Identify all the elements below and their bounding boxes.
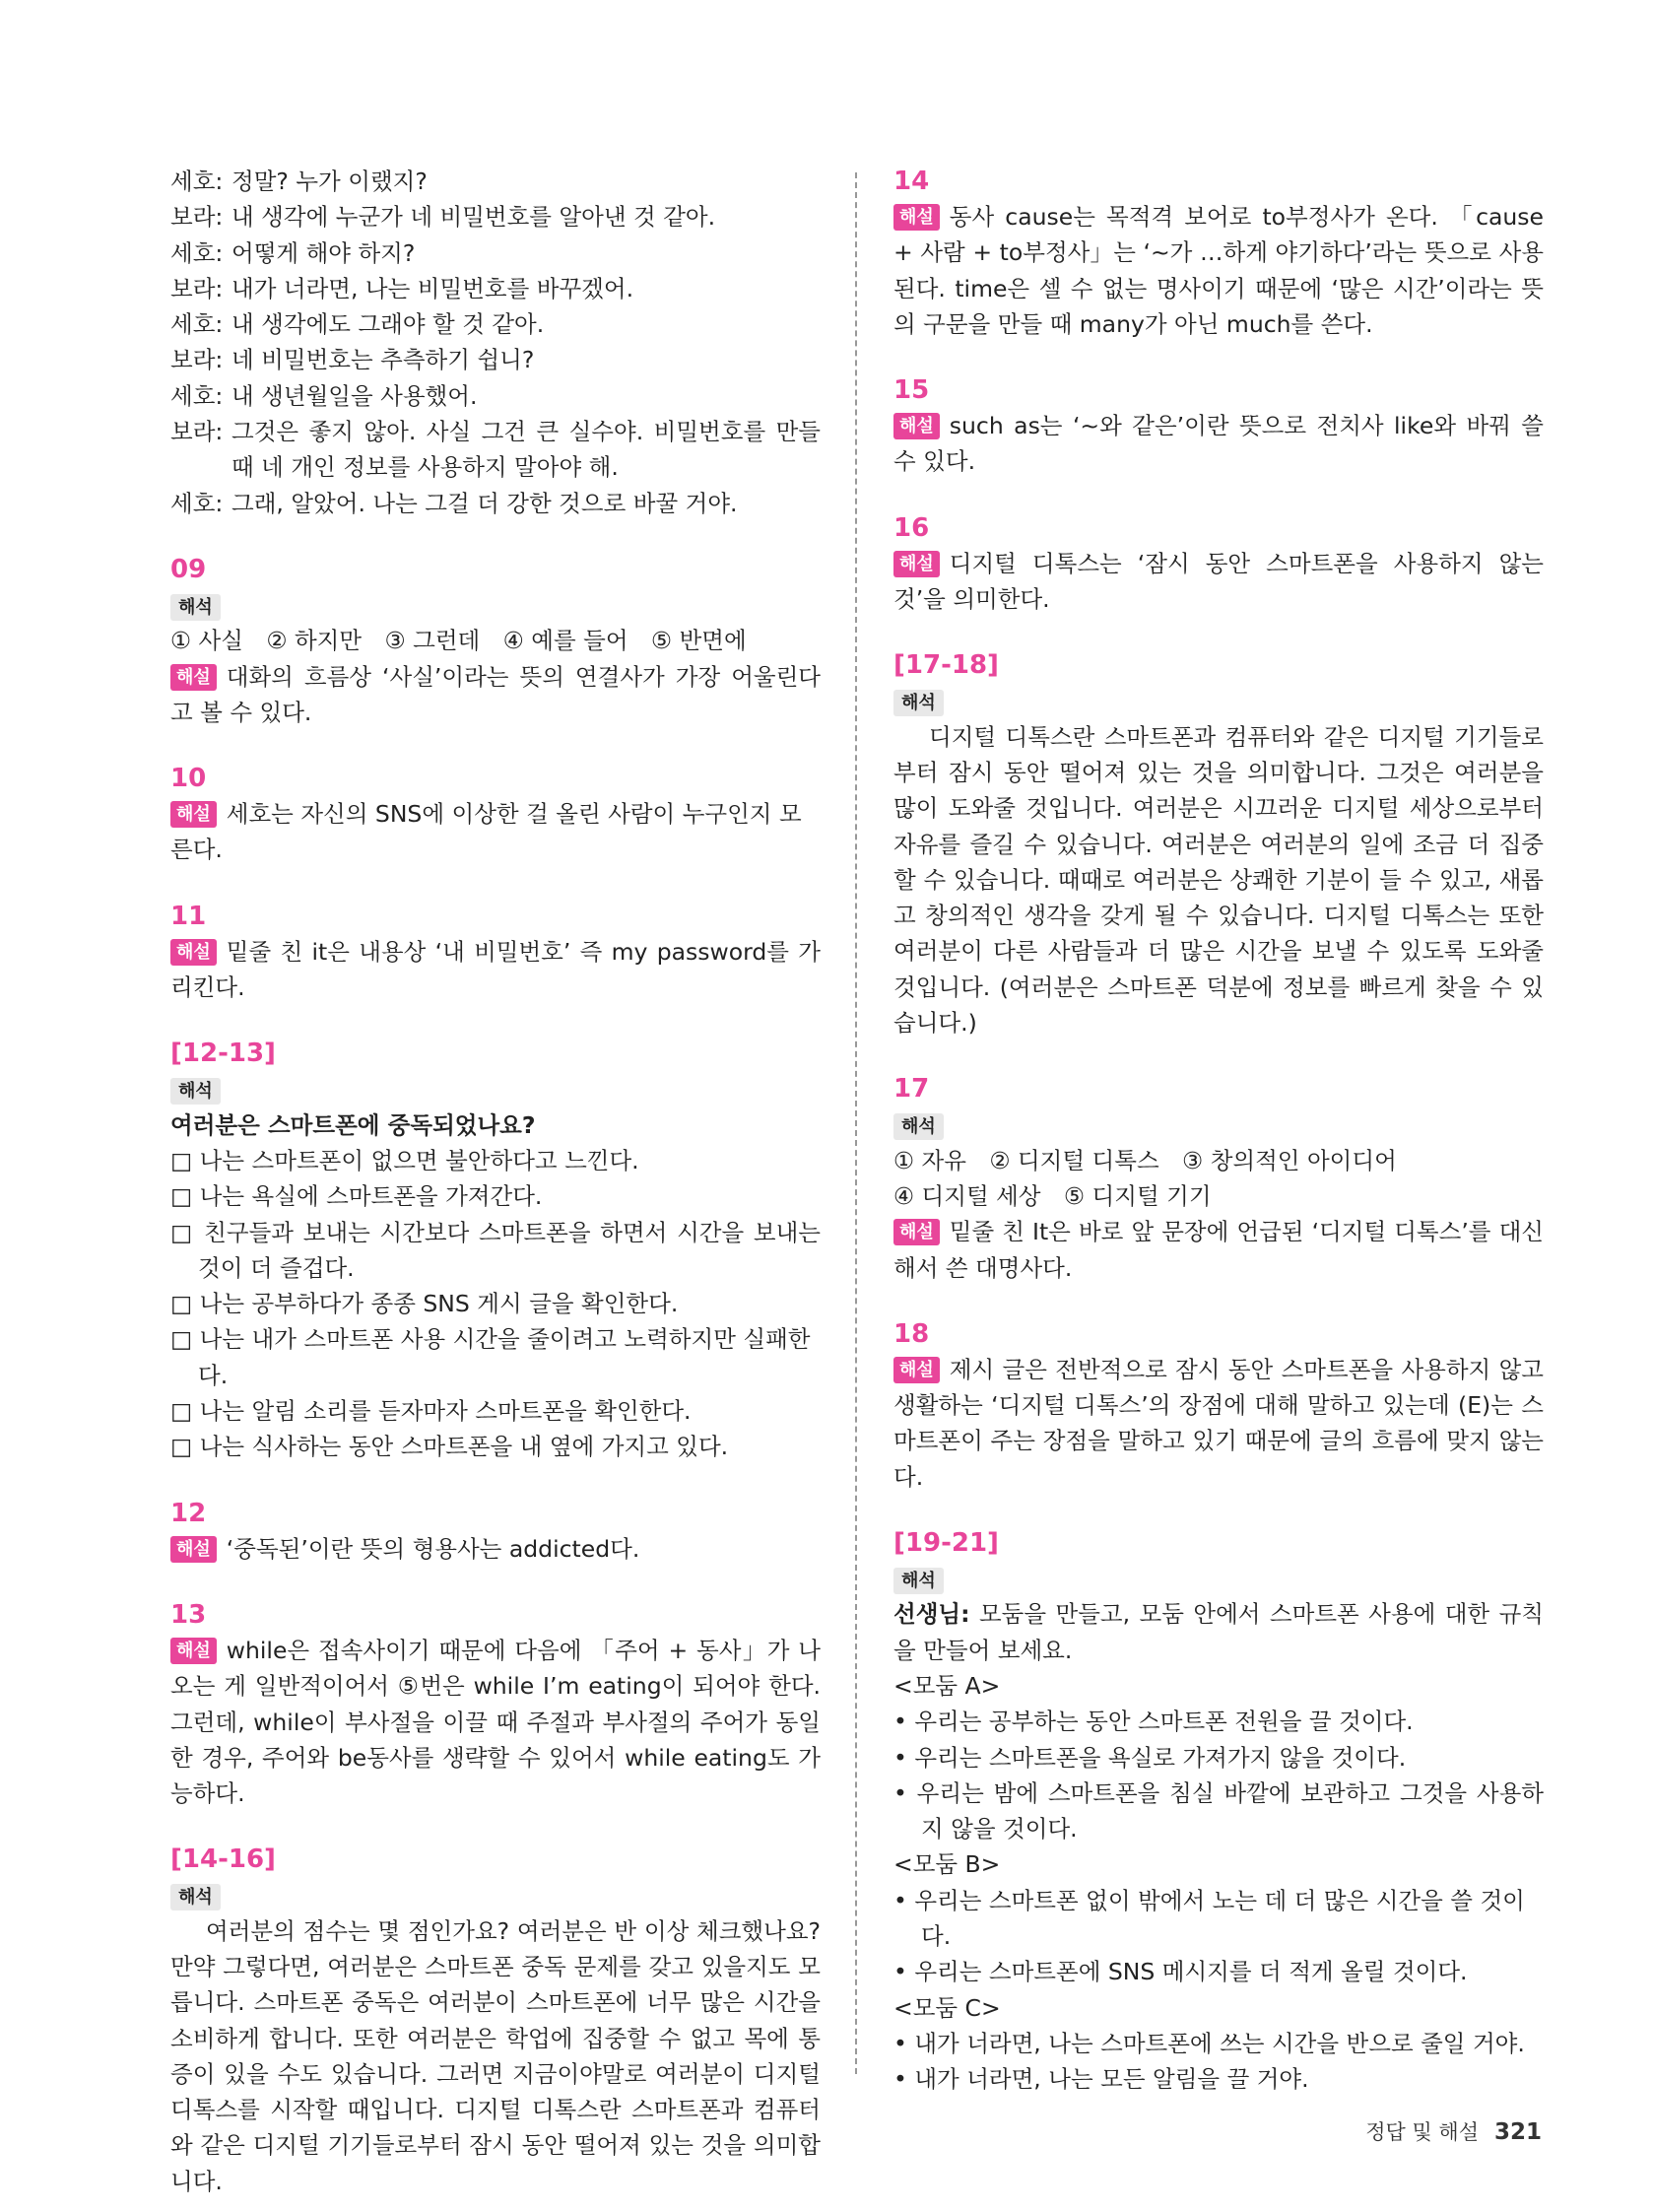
teacher-text: 모둠을 만들고, 모둠 안에서 스마트폰 사용에 대한 규칙을 만들어 보세요. xyxy=(893,1600,1544,1664)
explanation-badge: 해설 xyxy=(893,551,940,577)
speaker: 세호: xyxy=(170,489,224,517)
explanation-badge: 해설 xyxy=(170,1638,217,1664)
dialogue-line xyxy=(170,199,821,235)
dialogue-text: 그것은 좋지 않아. 사실 그건 큰 실수야. 비밀번호를 만들 때 네 개인 정보를 사용하지 말아야 해. xyxy=(231,418,821,482)
group-c-heading: <모둠 C> xyxy=(893,1993,1001,2022)
page-footer xyxy=(1365,2116,1542,2146)
explanation-badge: 해설 xyxy=(170,664,217,691)
translation-badge: 해석 xyxy=(170,594,221,621)
speaker: 보라: xyxy=(170,418,224,446)
dialogue-line xyxy=(170,342,821,377)
rule-item: • 우리는 밤에 스마트폰을 침실 바깥에 보관하고 그것을 사용하지 않을 것이다. xyxy=(893,1778,1544,1843)
explanation-text: 대화의 흐름상 ‘사실’이라는 뜻의 연결사가 가장 어울린다고 볼 수 있다. xyxy=(170,662,821,726)
dialogue-line xyxy=(170,486,821,521)
survey-title: 여러분은 스마트폰에 중독되었나요? xyxy=(170,1110,536,1139)
speaker: 보라: xyxy=(170,203,224,232)
checklist-item: □ 나는 공부하다가 종종 SNS 게시 글을 확인한다. xyxy=(170,1290,679,1318)
dialogue-text: 내 생년월일을 사용했어. xyxy=(231,381,478,410)
speaker: 세호: xyxy=(170,238,224,267)
options: ① 자유 ② 디지털 디톡스 ③ 창의적인 아이디어 xyxy=(893,1146,1397,1174)
dialogue-line xyxy=(170,271,821,306)
translation-badge: 해석 xyxy=(893,1113,944,1140)
right-column xyxy=(893,164,1544,2097)
speaker: 세호: xyxy=(170,168,224,195)
explanation xyxy=(170,934,821,1006)
footer-label: 정답 및 해설 xyxy=(1365,2120,1479,2144)
question-number-14: 14 xyxy=(893,167,930,196)
explanation xyxy=(893,199,1544,342)
page-number: 321 xyxy=(1493,2119,1542,2145)
explanation xyxy=(893,546,1544,618)
question-number-15: 15 xyxy=(893,375,930,406)
column-divider xyxy=(855,172,857,2074)
translation-badge: 해석 xyxy=(170,1884,221,1910)
translation-badge: 해석 xyxy=(170,1078,221,1105)
dialogue-text: 내 생각에도 그래야 할 것 같아. xyxy=(231,310,545,339)
explanation-badge: 해설 xyxy=(893,1219,940,1245)
question-number-16: 16 xyxy=(893,512,930,543)
rule-item: • 우리는 스마트폰을 욕실로 가져가지 않을 것이다. xyxy=(893,1743,1407,1772)
dialogue-text: 그래, 알았어. 나는 그걸 더 강한 것으로 바꿀 거야. xyxy=(231,489,738,517)
question-number-11: 11 xyxy=(170,901,207,931)
explanation-badge: 해설 xyxy=(170,939,217,966)
options: ④ 디지털 세상 ⑤ 디지털 기기 xyxy=(893,1181,1212,1210)
dialogue-text: 어떻게 해야 하지? xyxy=(231,238,416,267)
group-b-heading: <모둠 B> xyxy=(893,1850,1001,1879)
dialogue-text: 내 생각에 누군가 네 비밀번호를 알아낸 것 같아. xyxy=(231,203,716,232)
question-number-17: 17 xyxy=(893,1074,930,1105)
rule-item: • 우리는 스마트폰 없이 밖에서 노는 데 더 많은 시간을 쓸 것이다. xyxy=(893,1886,1525,1950)
dialogue-line xyxy=(170,378,821,414)
question-number-19-21: [19-21] xyxy=(893,1528,999,1559)
explanation xyxy=(170,796,821,868)
question-number-12: 12 xyxy=(170,1498,207,1528)
question-number-13: 13 xyxy=(170,1599,207,1630)
question-number-10: 10 xyxy=(170,764,207,794)
translation-badge: 해석 xyxy=(893,690,944,716)
explanation-badge: 해설 xyxy=(893,1357,940,1383)
options: ① 사실 ② 하지만 ③ 그런데 ④ 예를 들어 ⑤ 반면에 xyxy=(170,627,747,655)
explanation-text: 밑줄 친 it은 내용상 ‘내 비밀번호’ 즉 my password를 가리킨다. xyxy=(170,937,821,1002)
checklist-item: □ 나는 욕실에 스마트폰을 가져간다. xyxy=(170,1182,543,1211)
rule-item: • 내가 너라면, 나는 모든 알림을 끌 거야. xyxy=(893,2065,1309,2094)
explanation-badge: 해설 xyxy=(170,801,217,828)
speaker: 세호: xyxy=(170,381,224,410)
explanation-text: 동사 cause는 목적격 보어로 to부정사가 온다. 「cause + 사람 + to부정사」는 ‘~가 …하게 야기하다’라는 뜻으로 사용된다. time은 셀 수 없는 명사이기 때문에 ‘많은 시간’이라는 뜻의 구문을 만들 때 many가 아닌 much를 쓴다. xyxy=(893,203,1544,338)
dialogue-line xyxy=(170,414,821,486)
explanation xyxy=(170,659,821,731)
speaker: 보라: xyxy=(170,274,224,302)
dialogue-line xyxy=(170,306,821,342)
translation-paragraph: 여러분의 점수는 몇 점인가요? 여러분은 반 이상 체크했나요? 만약 그렇다면, 여러분은 스마트폰 중독 문제를 갖고 있을지도 모릅니다. 스마트폰 중독은 여러분이 스마트폰에 너무 많은 시간을 소비하게 합니다. 또한 여러분은 학업에 집중할 수 없고 목에 통증이 있을 수도 있습니다. 그러면 지금이야말로 여러분이 디지털 디톡스를 시작할 때입니다. 디지털 디톡스란 스마트폰과 컴퓨터와 같은 디지털 기기들로부터 잠시 동안 떨어져 있는 것을 의미합니다. xyxy=(170,1916,821,2195)
speaker: 세호: xyxy=(170,310,224,339)
left-column xyxy=(170,164,821,2199)
checklist-item: □ 나는 식사하는 동안 스마트폰을 내 옆에 가지고 있다. xyxy=(170,1433,729,1461)
explanation-text: 제시 글은 전반적으로 잠시 동안 스마트폰을 사용하지 않고 생활하는 ‘디지털 디톡스’의 장점에 대해 말하고 있는데 (E)는 스마트폰이 주는 장점을 말하고 있기 때문에 글의 흐름에 맞지 않는다. xyxy=(893,1355,1544,1491)
checklist-item: □ 나는 내가 스마트폰 사용 시간을 줄이려고 노력하지만 실패한다. xyxy=(170,1325,811,1389)
explanation-text: while은 접속사이기 때문에 다음에 「주어 + 동사」가 나오는 게 일반적이어서 ⑤번은 while I’m eating이 되어야 한다. 그런데, while이 부사절을 이끌 때 주절과 부사절의 주어가 동일한 경우, 주어와 be동사를 생략할 수 있어서 while eating도 가능하다. xyxy=(170,1636,821,1808)
dialogue-text: 네 비밀번호는 추측하기 쉽니? xyxy=(231,346,535,374)
explanation-text: ‘중독된’이란 뜻의 형용사는 addicted다. xyxy=(226,1534,640,1563)
question-number-12-13: [12-13] xyxy=(170,1039,276,1069)
dialogue-line xyxy=(170,235,821,271)
explanation xyxy=(893,1214,1544,1286)
explanation-text: such as는 ‘~와 같은’이란 뜻으로 전치사 like와 바꿔 쓸 수 있다. xyxy=(893,412,1544,476)
explanation-text: 디지털 디톡스는 ‘잠시 동안 스마트폰을 사용하지 않는 것’을 의미한다. xyxy=(893,549,1544,614)
explanation-badge: 해설 xyxy=(893,204,940,231)
checklist-item: □ 나는 스마트폰이 없으면 불안하다고 느낀다. xyxy=(170,1146,639,1174)
question-number-18: 18 xyxy=(893,1318,930,1349)
question-number-14-16: [14-16] xyxy=(170,1844,276,1875)
dialogue-text: 정말? 누가 이랬지? xyxy=(231,168,428,195)
explanation xyxy=(170,1633,821,1811)
group-a-heading: <모둠 A> xyxy=(893,1671,1001,1700)
explanation-badge: 해설 xyxy=(893,413,940,439)
explanation xyxy=(893,1352,1544,1495)
dialogue xyxy=(170,164,821,521)
explanation-text: 밑줄 친 It은 바로 앞 문장에 언급된 ‘디지털 디톡스’를 대신해서 쓴 대명사다. xyxy=(893,1218,1544,1282)
checklist-item: □ 친구들과 보내는 시간보다 스마트폰을 하면서 시간을 보내는 것이 더 즐겁다. xyxy=(170,1218,821,1282)
explanation xyxy=(170,1531,821,1567)
question-number-17-18: [17-18] xyxy=(893,650,999,681)
dialogue-text: 내가 너라면, 나는 비밀번호를 바꾸겠어. xyxy=(231,274,634,302)
rule-item: • 내가 너라면, 나는 스마트폰에 쓰는 시간을 반으로 줄일 거야. xyxy=(893,2029,1525,2057)
question-number-09: 09 xyxy=(170,554,207,584)
speaker: 보라: xyxy=(170,346,224,374)
explanation xyxy=(893,408,1544,480)
rule-item: • 우리는 스마트폰에 SNS 메시지를 더 적게 올릴 것이다. xyxy=(893,1958,1468,1986)
checklist-item: □ 나는 알림 소리를 듣자마자 스마트폰을 확인한다. xyxy=(170,1397,692,1426)
teacher-label: 선생님: xyxy=(893,1600,970,1629)
rule-item: • 우리는 공부하는 동안 스마트폰 전원을 끌 것이다. xyxy=(893,1708,1414,1736)
teacher-instruction xyxy=(893,1596,1544,1668)
dialogue-line xyxy=(170,164,821,199)
explanation-badge: 해설 xyxy=(170,1536,217,1563)
translation-paragraph: 디지털 디톡스란 스마트폰과 컴퓨터와 같은 디지털 기기들로부터 잠시 동안 떨어져 있는 것을 의미합니다. 그것은 여러분을 많이 도와줄 것입니다. 여러분은 시끄러운 디지털 세상으로부터 자유를 즐길 수 있습니다. 여러분은 여러분의 일에 조금 더 집중할 수 있습니다. 때때로 여러분은 상쾌한 기분이 들 수 있고, 새롭고 창의적인 생각을 갖게 될 수 있습니다. 디지털 디톡스는 또한 여러분이 다른 사람들과 더 많은 시간을 보낼 수 있도록 도와줄 것입니다. (여러분은 스마트폰 덕분에 정보를 빠르게 찾을 수 있습니다.) xyxy=(893,722,1544,1038)
translation-badge: 해석 xyxy=(893,1568,944,1594)
explanation-text: 세호는 자신의 SNS에 이상한 걸 올린 사람이 누구인지 모른다. xyxy=(170,800,802,864)
